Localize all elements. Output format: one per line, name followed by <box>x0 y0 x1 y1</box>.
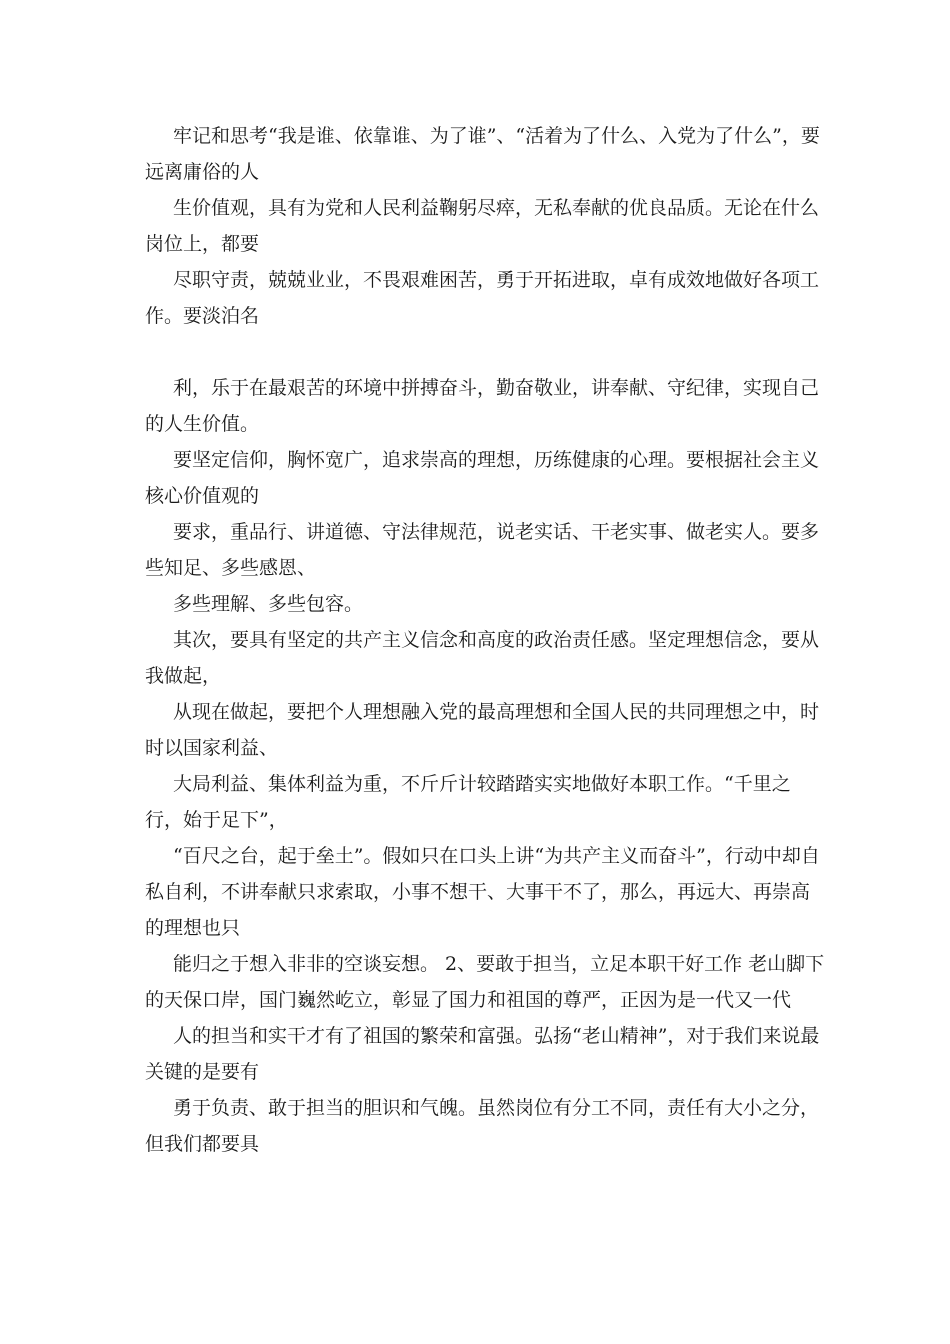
paragraph-gap <box>145 334 825 370</box>
paragraph-13: 人的担当和实干才有了祖国的繁荣和富强。弘扬“老山精神”，对于我们来说最关键的是要有 <box>145 1025 820 1083</box>
paragraph-4: 利，乐于在最艰苦的环境中拼搏奋斗，勤奋敬业，讲奉献、守纪律，实现自己的人生价值。 <box>145 377 820 435</box>
paragraph-2: 生价值观，具有为党和人民利益鞠躬尽瘁，无私奉献的优良品质。无论在什么岗位上，都要 <box>145 197 820 255</box>
paragraph-14: 勇于负责、敢于担当的胆识和气魄。虽然岗位有分工不同，责任有大小之分，但我们都要具 <box>145 1097 820 1155</box>
paragraph-11: “百尺之台，起于垒土”。假如只在口头上讲“为共产主义而奋斗”，行动中却自私自利，不讲奉献只求索取，小事不想干、大事干不了，那么，再远大、再崇高的理想也只 <box>145 845 820 939</box>
paragraph-10: 大局利益、集体利益为重，不斤斤计较踏踏实实地做好本职工作。“千里之行，始于足下”， <box>145 773 791 831</box>
paragraph-6: 要求，重品行、讲道德、守法律规范，说老实话、干老实事、做老实人。要多些知足、多些感恩、 <box>145 521 820 579</box>
document-body <box>145 118 825 1162</box>
paragraph-7: 多些理解、多些包容。 <box>173 593 364 615</box>
paragraph-3: 尽职守责，兢兢业业，不畏艰难困苦，勇于开拓进取，卓有成效地做好各项工作。要淡泊名 <box>145 269 820 327</box>
paragraph-1: 牢记和思考“我是谁、依靠谁、为了谁”、“活着为了什么、入党为了什么”，要远离庸俗的人 <box>145 125 820 183</box>
paragraph-5: 要坚定信仰，胸怀宽广，追求崇高的理想，历练健康的心理。要根据社会主义核心价值观的 <box>145 449 820 507</box>
paragraph-12: 能归之于想入非非的空谈妄想。 2、要敢于担当，立足本职干好工作 老山脚下的天保口岸，国门巍然屹立，彰显了国力和祖国的尊严，正因为是一代又一代 <box>145 953 825 1011</box>
paragraph-8: 其次，要具有坚定的共产主义信念和高度的政治责任感。坚定理想信念，要从我做起， <box>145 629 820 687</box>
paragraph-9: 从现在做起，要把个人理想融入党的最高理想和全国人民的共同理想之中，时时以国家利益、 <box>145 701 820 759</box>
